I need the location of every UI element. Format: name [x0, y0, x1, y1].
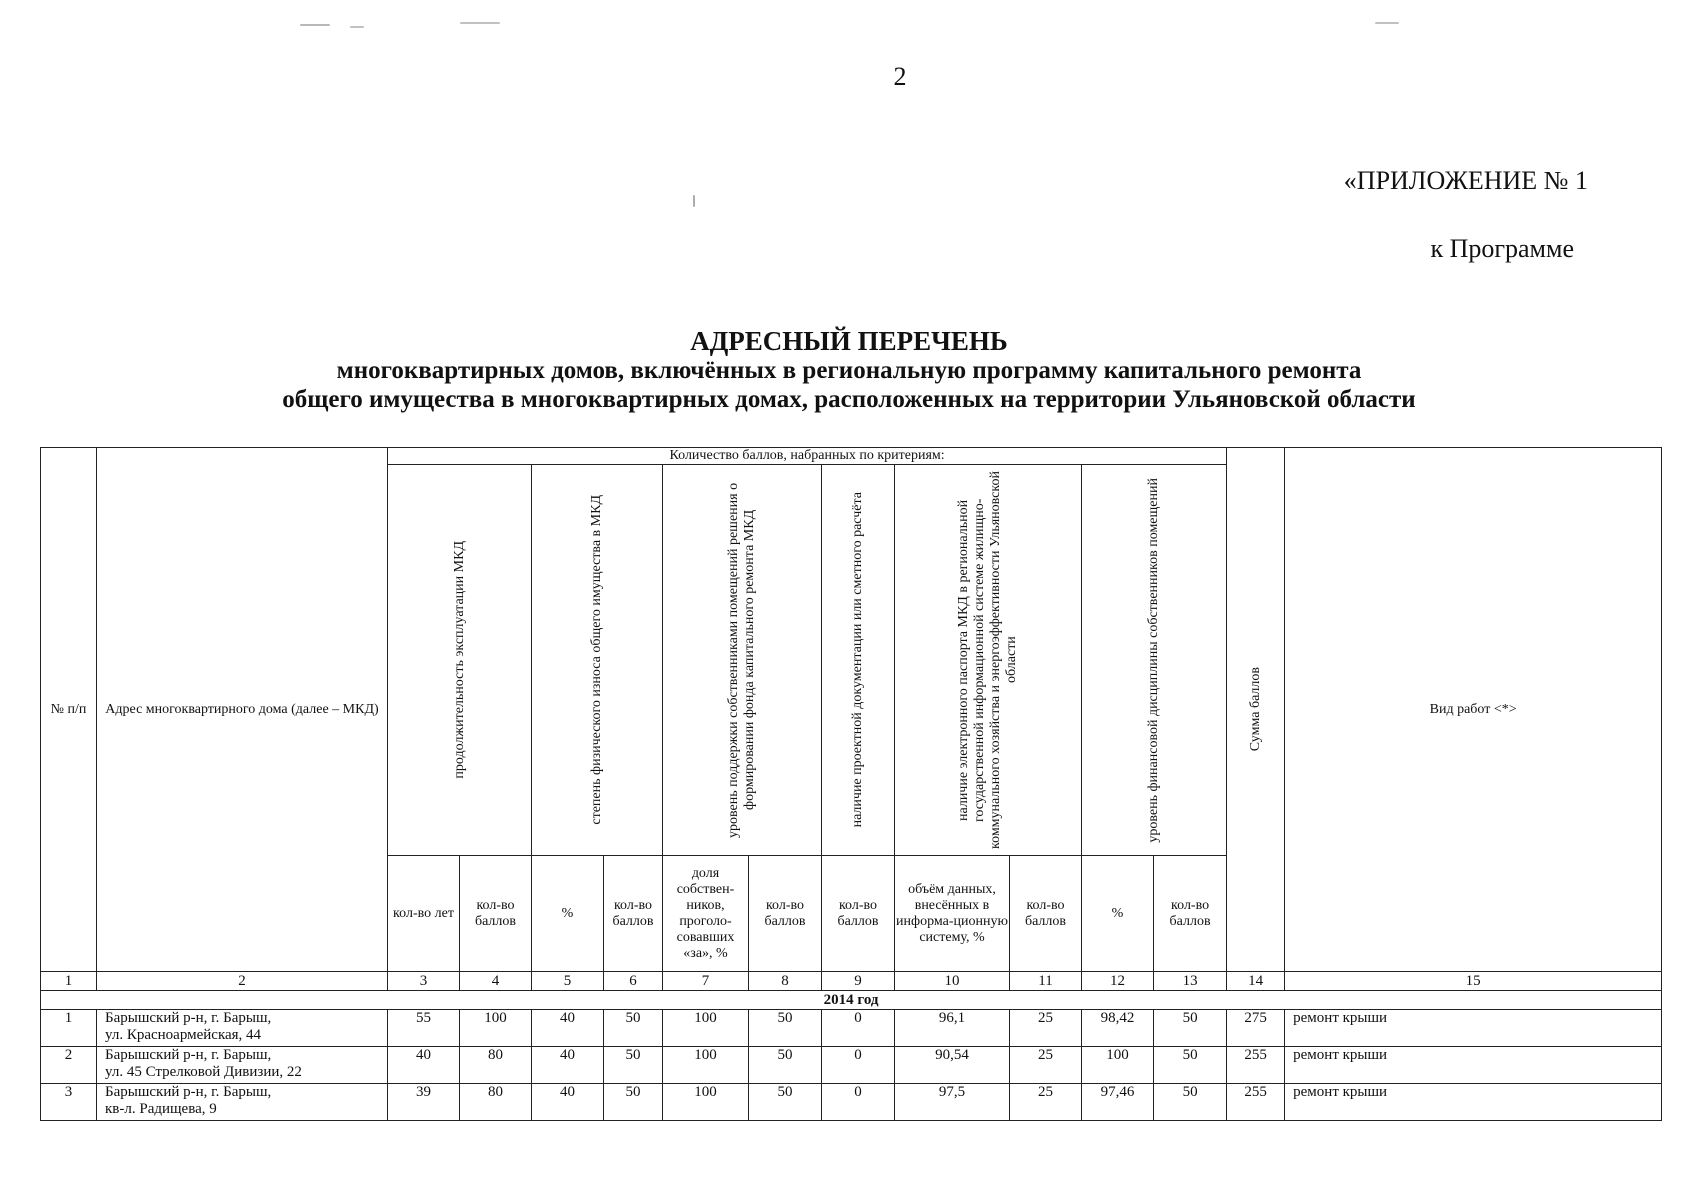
cell-c3: 39 [388, 1084, 460, 1121]
cell-work-type: ремонт крыши [1285, 1047, 1662, 1084]
cell-c13: 50 [1154, 1047, 1227, 1084]
cell-c13: 50 [1154, 1084, 1227, 1121]
year-row [41, 991, 1662, 1010]
column-number-row [41, 972, 1662, 991]
cell-sum: 255 [1227, 1084, 1285, 1121]
column-number: 14 [1227, 972, 1285, 991]
appendix-title: «ПРИЛОЖЕНИЕ № 1 [1343, 166, 1588, 195]
cell-c9: 0 [822, 1084, 895, 1121]
cell-c4: 80 [460, 1047, 532, 1084]
column-number: 15 [1285, 972, 1662, 991]
cell-work-type: ремонт крыши [1285, 1084, 1662, 1121]
subheader-c5: % [532, 856, 604, 972]
cell-c6: 50 [604, 1047, 663, 1084]
criterion-6-text: уровень финансовой дисциплины собственников помещений [1146, 477, 1162, 843]
column-number: 6 [604, 972, 663, 991]
column-number: 13 [1154, 972, 1227, 991]
address-register-table [40, 447, 1662, 1121]
cell-c3: 40 [388, 1047, 460, 1084]
scan-speck [460, 22, 500, 24]
criterion-1-text: продолжительность эксплуатации МКД [451, 541, 467, 779]
subheader-c12: % [1082, 856, 1154, 972]
header-criterion-6 [1082, 465, 1227, 856]
header-sum [1227, 448, 1285, 972]
cell-c7: 100 [663, 1047, 749, 1084]
title-line-3: общего имущества в многоквартирных домах, расположенных на территории Ульяновской области [282, 386, 1416, 413]
column-number: 2 [97, 972, 388, 991]
scan-speck [693, 195, 695, 207]
address-line-1: Барышский р-н, г. Барыш, [105, 1010, 272, 1026]
cell-c11: 25 [1010, 1010, 1082, 1047]
subheader-c11: кол-во баллов [1010, 856, 1082, 972]
column-number: 5 [532, 972, 604, 991]
row-number: 1 [41, 1010, 97, 1047]
criterion-2-text: степень физического износа общего имущества в МКД [589, 495, 604, 825]
address-line-2: ул. 45 Стрелковой Дивизии, 22 [105, 1064, 302, 1080]
cell-c4: 80 [460, 1084, 532, 1121]
cell-c5: 40 [532, 1047, 604, 1084]
column-number: 12 [1082, 972, 1154, 991]
header-criterion-2 [532, 465, 663, 856]
criterion-5-text: наличие электронного паспорта МКД в региональной государственной информационной системе жилищно-коммунального хозяйства и энергоэффективности Ульяновской области [956, 471, 1019, 849]
row-address [97, 1047, 388, 1084]
header-criterion-1 [388, 465, 532, 856]
address-line-2: кв-л. Радищева, 9 [105, 1101, 217, 1117]
subheader-c8: кол-во баллов [749, 856, 822, 972]
cell-c7: 100 [663, 1084, 749, 1121]
row-number: 3 [41, 1084, 97, 1121]
document-title [0, 326, 1698, 414]
cell-c11: 25 [1010, 1084, 1082, 1121]
column-number: 8 [749, 972, 822, 991]
subheader-c3: кол-во лет [388, 856, 460, 972]
cell-c12: 98,42 [1082, 1010, 1154, 1047]
header-criterion-4 [822, 465, 895, 856]
column-number: 7 [663, 972, 749, 991]
cell-sum: 275 [1227, 1010, 1285, 1047]
subheader-c10: объём данных, внесённых в информа-ционную систему, % [895, 856, 1010, 972]
cell-c10: 96,1 [895, 1010, 1010, 1047]
cell-c10: 90,54 [895, 1047, 1010, 1084]
cell-c5: 40 [532, 1010, 604, 1047]
criterion-4-text: наличие проектной документации или сметного расчёта [850, 492, 865, 828]
cell-c9: 0 [822, 1047, 895, 1084]
cell-c4: 100 [460, 1010, 532, 1047]
subheader-c4: кол-во баллов [460, 856, 532, 972]
cell-c10: 97,5 [895, 1084, 1010, 1121]
header-criterion-5 [895, 465, 1082, 856]
title-line-2: многоквартирных домов, включённых в региональную программу капитального ремонта [336, 357, 1362, 384]
subheader-c9: кол-во баллов [822, 856, 895, 972]
header-address: Адрес многоквартирного дома (далее – МКД) [97, 448, 388, 972]
scan-speck [300, 24, 330, 26]
cell-c6: 50 [604, 1084, 663, 1121]
subheader-c13: кол-во баллов [1154, 856, 1227, 972]
cell-c6: 50 [604, 1010, 663, 1047]
column-number: 10 [895, 972, 1010, 991]
column-number: 3 [388, 972, 460, 991]
title-line-1: АДРЕСНЫЙ ПЕРЕЧЕНЬ [690, 326, 1008, 356]
address-line-1: Барышский р-н, г. Барыш, [105, 1047, 272, 1063]
cell-c9: 0 [822, 1010, 895, 1047]
column-number: 4 [460, 972, 532, 991]
cell-c8: 50 [749, 1010, 822, 1047]
cell-c8: 50 [749, 1047, 822, 1084]
cell-c5: 40 [532, 1084, 604, 1121]
cell-c13: 50 [1154, 1010, 1227, 1047]
header-work-type: Вид работ <*> [1285, 448, 1662, 972]
table-row [41, 1047, 1662, 1084]
cell-c7: 100 [663, 1010, 749, 1047]
column-number: 11 [1010, 972, 1082, 991]
header-sum-text: Сумма баллов [1247, 667, 1263, 752]
cell-c8: 50 [749, 1084, 822, 1121]
column-number: 9 [822, 972, 895, 991]
criterion-3-text: уровень поддержки собственниками помещений решения о формировании фонда капитального ремонта МКД [726, 482, 757, 838]
header-num: № п/п [41, 448, 97, 972]
cell-c3: 55 [388, 1010, 460, 1047]
appendix-subtitle: к Программе [1430, 234, 1574, 263]
header-criteria-group: Количество баллов, набранных по критериям: [388, 448, 1227, 465]
column-number: 1 [41, 972, 97, 991]
subheader-c6: кол-во баллов [604, 856, 663, 972]
address-line-1: Барышский р-н, г. Барыш, [105, 1084, 272, 1100]
cell-c12: 97,46 [1082, 1084, 1154, 1121]
table-row [41, 1084, 1662, 1121]
cell-c11: 25 [1010, 1047, 1082, 1084]
address-line-2: ул. Красноармейская, 44 [105, 1027, 262, 1043]
subheader-c7: доля собствен-ников, проголо-совавших «за», % [663, 856, 749, 972]
row-address [97, 1084, 388, 1121]
page-number: 2 [893, 62, 907, 91]
scan-speck [350, 26, 364, 28]
scan-speck [1375, 22, 1399, 24]
cell-work-type: ремонт крыши [1285, 1010, 1662, 1047]
header-criterion-3 [663, 465, 822, 856]
cell-c12: 100 [1082, 1047, 1154, 1084]
row-number: 2 [41, 1047, 97, 1084]
table-row [41, 1010, 1662, 1047]
cell-sum: 255 [1227, 1047, 1285, 1084]
row-address [97, 1010, 388, 1047]
year-label: 2014 год [41, 991, 1662, 1010]
